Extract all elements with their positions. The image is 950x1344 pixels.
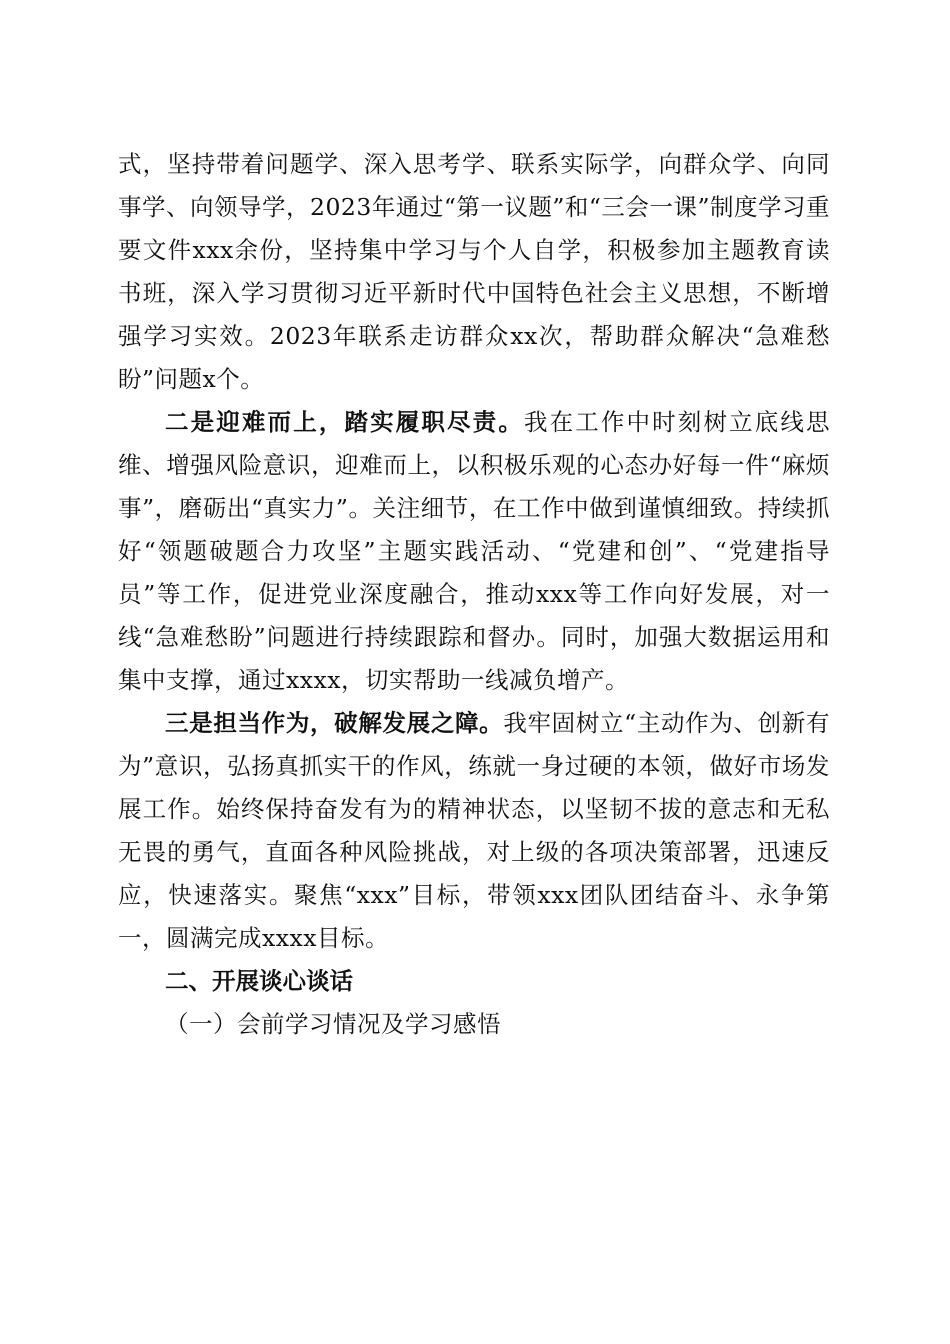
paragraph-3 [118, 702, 830, 960]
paragraph-1 [118, 143, 830, 401]
paragraph-2-text: 我在工作中时刻树立底线思维、增强风险意识，迎难而上，以积极乐观的心态办好每一件“麻烦事”，磨砺出“真实力”。关注细节，在工作中做到谨慎细致。持续抓好“领题破题合力攻坚”主题实践活动、“党建和创”、“党建指导员”等工作，促进党业深度融合，推动xxx等工作向好发展，对一线“急难愁盼”问题进行持续跟踪和督办。同时，加强大数据运用和集中支撑，通过xxxx，切实帮助一线减负增产。 [118, 408, 831, 694]
paragraph-2 [118, 401, 830, 702]
paragraph-3-text: 我牢固树立“主动作为、创新有为”意识，弘扬真抓实干的作风，练就一身过硬的本领，做好市场发展工作。始终保持奋发有为的精神状态，以坚韧不拔的意志和无私无畏的勇气，直面各种风险挑战，对上级的各项决策部署，迅速反应，快速落实。聚焦“xxx”目标，带领xxx团队团结奋斗、永争第一，圆满完成xxxx目标。 [118, 709, 831, 952]
subsection-heading: （一）会前学习情况及学习感悟 [165, 1010, 501, 1038]
paragraph-3-lead: 三是担当作为，破解发展之障。 [165, 709, 504, 737]
paragraph-1-text: 式，坚持带着问题学、深入思考学、联系实际学，向群众学、向同事学、向领导学，2023年通过“第一议题”和“三会一课”制度学习重要文件xxx余份，坚持集中学习与个人自学，积极参加主题教育读书班，深入学习贯彻习近平新时代中国特色社会主义思想，不断增强学习实效。2023年联系走访群众xx次，帮助群众解决“急难愁盼”问题x个。 [118, 150, 830, 393]
paragraph-2-lead: 二是迎难而上，踏实履职尽责。 [165, 408, 524, 436]
document-page [118, 143, 830, 1046]
section-heading: 二、开展谈心谈话 [165, 967, 353, 995]
